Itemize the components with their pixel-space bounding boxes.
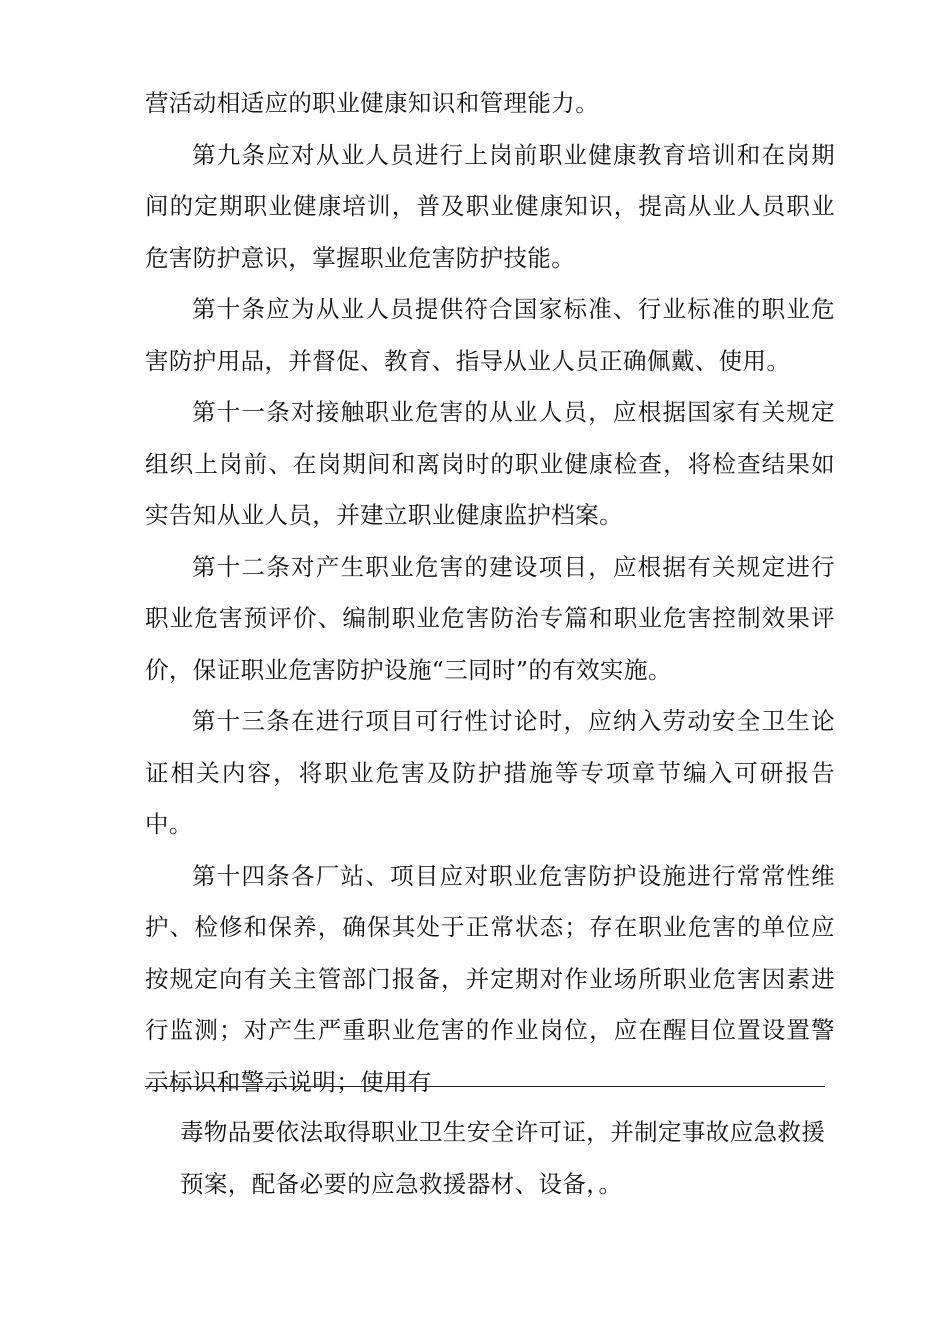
- footnote-text: [180, 1106, 830, 1210]
- paragraph-article-9: 第九条应对从业人员进行上岗前职业健康教育培训和在岗期间的定期职业健康培训，普及职业健康知识，提高从业人员职业危害防护意识，掌握职业危害防护技能。: [145, 140, 835, 272]
- footnote-divider: [145, 1086, 825, 1087]
- paragraph-article-13: 第十三条在进行项目可行性讨论时，应纳入劳动安全卫生论证相关内容，将职业危害及防护措施等专项章节编入可研报告中。: [145, 707, 835, 838]
- paragraph-article-12: 第十二条对产生职业危害的建设项目，应根据有关规定进行职业危害预评价、编制职业危害防治专篇和职业危害控制效果评价，保证职业危害防护设施“三同时”的有效实施。: [145, 552, 835, 684]
- paragraph-article-14: 第十四条各厂站、项目应对职业危害防护设施进行常常性维护、检修和保养，确保其处于正常状态；存在职业危害的单位应按规定向有关主管部门报备，并定期对作业场所职业危害因素进行监测；对产生严重职业危害的作业岗位，应在醒目位置设置警示标识和警示说明；使用有: [145, 861, 835, 1096]
- body-text: [145, 78, 835, 1108]
- footnote-line: 毒物品要依法取得职业卫生安全许可证，并制定事故应急救援: [180, 1118, 826, 1146]
- paragraph-continuation: 营活动相适应的职业健康知识和管理能力。: [145, 89, 600, 117]
- paragraph-article-10: 第十条应为从业人员提供符合国家标准、行业标准的职业危害防护用品，并督促、教育、指导从业人员正确佩戴、使用。: [145, 295, 835, 375]
- footnote-line: 预案，配备必要的应急救援器材、设备，。: [180, 1170, 623, 1198]
- paragraph-article-11: 第十一条对接触职业危害的从业人员，应根据国家有关规定组织上岗前、在岗期间和离岗时的职业健康检查，将检查结果如实告知从业人员，并建立职业健康监护档案。: [145, 398, 835, 529]
